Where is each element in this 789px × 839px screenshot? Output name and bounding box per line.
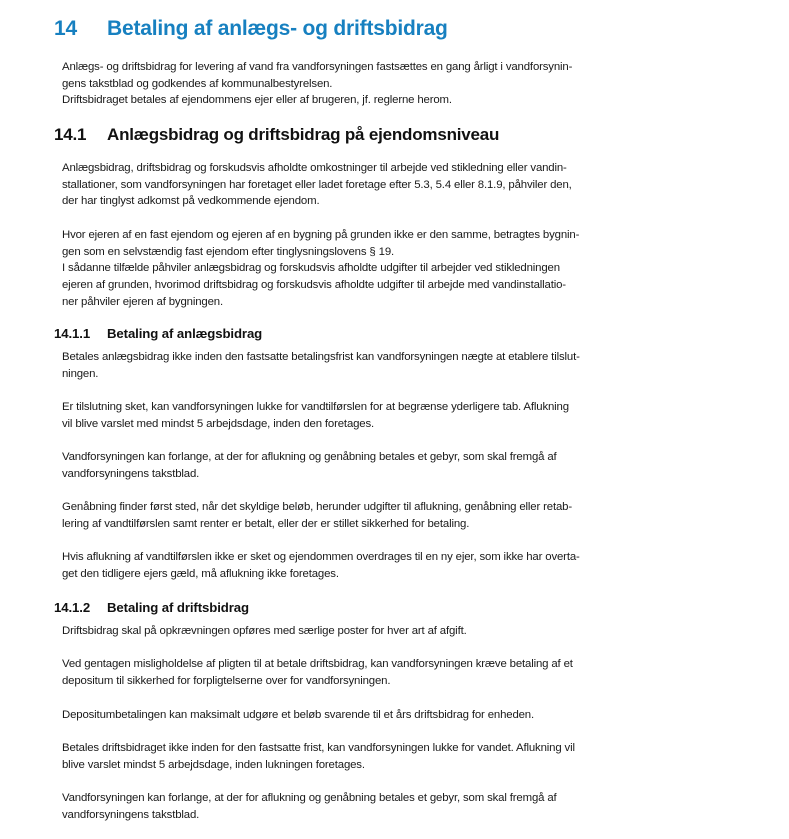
text-line: lering af vandtilførslen samt renter er betalt, eller der er stillet sikkerhed for betaling. (62, 517, 470, 530)
text-line: stallationer, som vandforsyningen har foretaget eller ladet foretage efter 5.3, 5.4 eller 8.1.9, påhviler den, (62, 178, 572, 191)
section-14-1-paragraph-1 (62, 160, 652, 210)
text-line: Ved gentagen misligholdelse af pligten til at betale driftsbidrag, kan vandforsyningen kræve betaling af et (62, 658, 573, 670)
heading-title: Betaling af driftsbidrag (107, 600, 249, 615)
text-line: vandforsyningens takstblad. (62, 808, 200, 821)
section-14-1-1-paragraph-4 (62, 499, 652, 532)
text-line: ejeren af grunden, hvorimod driftsbidrag og forskudsvis afholdte udgifter til arbejde med vandinstallatio- (62, 279, 566, 292)
text-line: vil blive varslet med mindst 5 arbejdsdage, inden den foretages. (62, 417, 375, 430)
section-14-1-1-paragraph-1 (62, 349, 652, 382)
section-14-1-2-paragraph-5 (62, 790, 652, 823)
text-line: Genåbning finder først sted, når det skyldige beløb, herunder udgifter til aflukning, genåbning eller retab- (62, 501, 572, 513)
heading-section-14-1-2 (54, 600, 249, 615)
text-line: gens takstblad og godkendes af kommunalbestyrelsen. (62, 77, 333, 90)
text-line: Betales anlægsbidrag ikke inden den fastsatte betalingsfrist kan vandforsyningen nægte at etablere tilslut- (62, 351, 580, 363)
section-14-1-1-paragraph-3 (62, 449, 652, 482)
text-line: Driftsbidraget betales af ejendommens ejer eller af brugeren, jf. reglerne herom. (62, 94, 452, 107)
text-line: blive varslet mindst 5 arbejdsdage, inden lukningen foretages. (62, 758, 365, 771)
section-14-1-2-paragraph-1 (62, 623, 652, 640)
section-14-1-2-paragraph-4 (62, 740, 652, 773)
section-14-1-paragraph-2 (62, 227, 652, 311)
text-line: vandforsyningens takstblad. (62, 467, 200, 480)
text-line: Er tilslutning sket, kan vandforsyningen lukke for vandtilførslen for at begrænse yderligere tab. Aflukning (62, 401, 569, 413)
heading-number: 14 (54, 17, 77, 40)
heading-title: Betaling af anlægsbidrag (107, 326, 263, 341)
text-line: Vandforsyningen kan forlange, at der for aflukning og genåbning betales et gebyr, som skal fremgå af (62, 451, 557, 463)
text-line: ner påhviler ejeren af bygningen. (62, 295, 223, 308)
heading-title: Betaling af anlægs- og driftsbidrag (107, 17, 448, 40)
heading-section-14 (54, 17, 448, 41)
section-14-1-1-paragraph-5 (62, 549, 652, 582)
text-line: Anlægsbidrag, driftsbidrag og forskudsvis afholdte omkostninger til arbejde ved stikledning eller vandin- (62, 162, 567, 174)
heading-number: 14.1.2 (54, 600, 91, 615)
text-line: Anlægs- og driftsbidrag for levering af vand fra vandforsyningen fastsættes en gang årligt i vandforsynin- (62, 61, 573, 73)
text-line: Vandforsyningen kan forlange, at der for aflukning og genåbning betales et gebyr, som skal fremgå af (62, 792, 557, 804)
text-line: ningen. (62, 367, 99, 380)
text-line: I sådanne tilfælde påhviler anlægsbidrag og forskudsvis afholdte udgifter til arbejder ved stikledningen (62, 262, 560, 275)
heading-number: 14.1 (54, 125, 87, 144)
section-14-intro (62, 59, 652, 109)
heading-title: Anlægsbidrag og driftsbidrag på ejendomsniveau (107, 125, 500, 144)
text-line: get den tidligere ejers gæld, må aflukning ikke foretages. (62, 567, 339, 580)
section-14-1-1-paragraph-2 (62, 399, 652, 432)
section-14-1-2-paragraph-3 (62, 707, 652, 724)
heading-section-14-1-1 (54, 326, 262, 341)
section-14-1-2-paragraph-2 (62, 656, 652, 689)
text-line: der har tinglyst adkomst på vedkommende ejendom. (62, 195, 320, 208)
text-line: Betales driftsbidraget ikke inden for den fastsatte frist, kan vandforsyningen lukke for vandet. Aflukning vil (62, 742, 575, 754)
heading-number: 14.1.1 (54, 326, 91, 341)
text-line: Driftsbidrag skal på opkrævningen opføres med særlige poster for hver art af afgift. (62, 625, 467, 637)
text-line: Depositumbetalingen kan maksimalt udgøre et beløb svarende til et års driftsbidrag for enheden. (62, 709, 535, 721)
text-line: gen som en selvstændig fast ejendom efter tinglysningslovens § 19. (62, 245, 395, 258)
text-line: Hvor ejeren af en fast ejendom og ejeren af en bygning på grunden ikke er den samme, betragtes bygnin- (62, 229, 580, 241)
text-line: Hvis aflukning af vandtilførslen ikke er sket og ejendommen overdrages til en ny ejer, som ikke har overta- (62, 551, 580, 563)
heading-section-14-1 (54, 125, 499, 145)
text-line: depositum til sikkerhed for forpligtelserne over for vandforsyningen. (62, 674, 391, 687)
